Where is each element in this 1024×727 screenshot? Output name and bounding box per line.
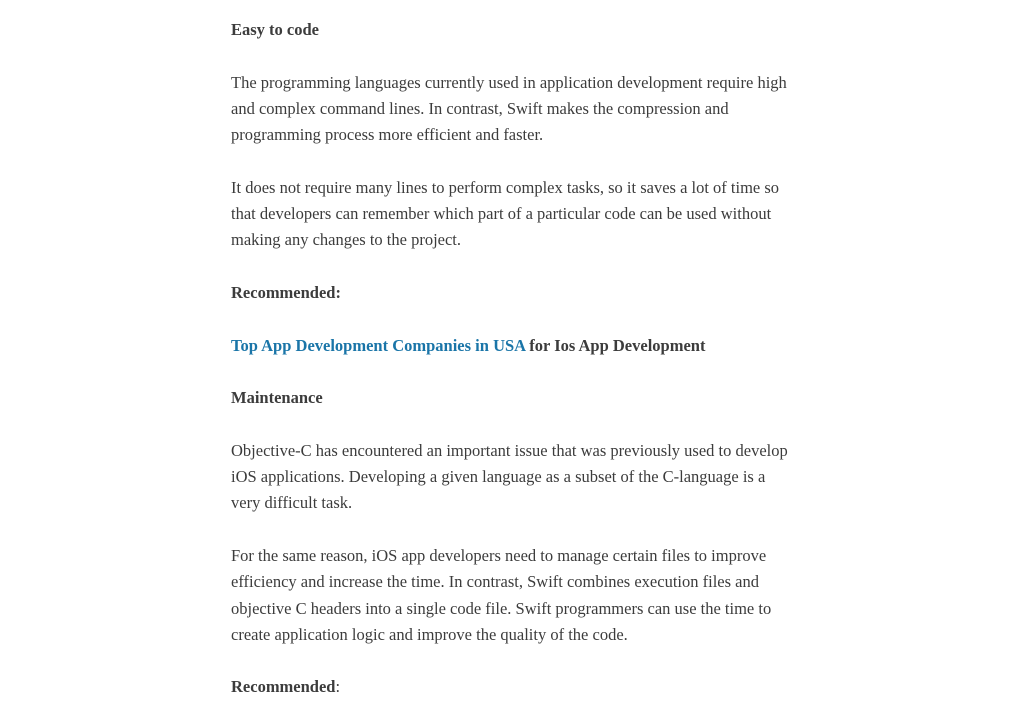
paragraph-maintenance-2: For the same reason, iOS app developers need to manage certain files to improve efficiency and increase the time. In contrast, Swift combines execution files and objective C headers into a single code file. Swift programmers can use the time to create application logic and improve the quality of the code. [231,545,772,644]
recommended-label-2 [231,674,791,700]
section-heading-maintenance: Maintenance [231,388,323,408]
paragraph-easy-2: It does not require many lines to perform complex tasks, so it saves a lot of time so that developers can remember which part of a particular code can be used without making any changes to the project. [231,177,780,250]
paragraph-easy-1: The programming languages currently used in application development require high and complex command lines. In contrast, Swift makes the compression and programming process more efficient and faster. [231,72,787,145]
top-app-companies-link[interactable]: Top App Development Companies in USA [231,335,526,355]
paragraph-maintenance-1: Objective-C has encountered an important issue that was previously used to develop iOS applications. Developing a given language as a subset of the C-language is a very difficult task. [231,440,788,513]
recommended-colon: : [335,677,341,697]
recommended-word: Recommended [231,677,336,697]
recommended-label: Recommended: [231,282,341,302]
section-heading-easy-to-code: Easy to code [231,20,319,39]
article-body [231,17,791,727]
recommended-link-suffix: for Ios App Development [525,335,706,355]
recommended-link-line [231,333,791,359]
